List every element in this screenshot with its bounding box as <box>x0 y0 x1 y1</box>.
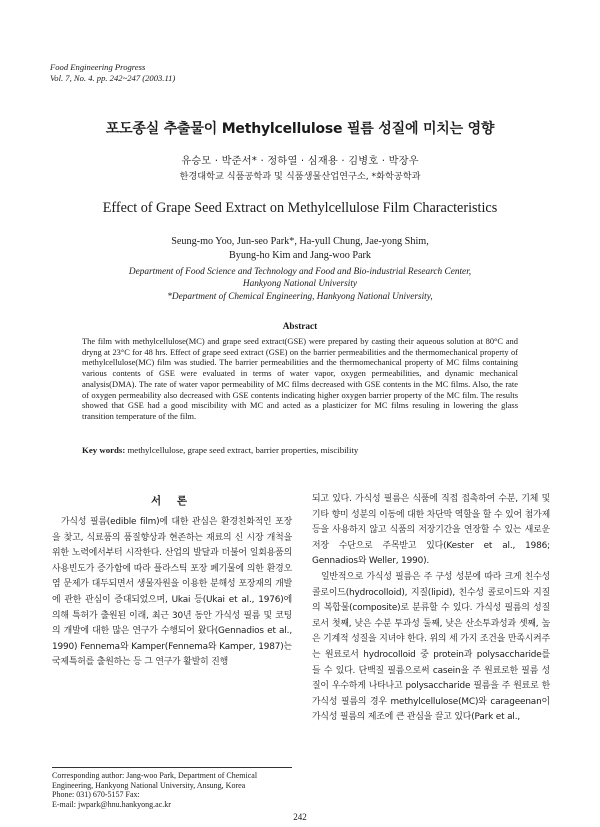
english-title: Effect of Grape Seed Extract on Methylcellulose Film Characteristics <box>102 200 498 216</box>
abstract-text: The film with methylcellulose(MC) and grape seed extract(GSE) were prepared by casting their aqueous solution at 80°C and dryng at 23°C for 48 hrs. Effect of grape seed extract (GSE) on the barrier permeabilities and the thermomechanical property of methylcellulose(MC) film was studied. The barrier permeabilities and the thermomechanical property of MC films containing various contents of GSE were evaluated in terms of water vapor, oxygen permeabilities, and dynamic mechanical analysis(DMA). The rate of water vapor permeability of MC films decreased with GSE contents in the MC films. Also, the rate of oxygen permeability also decreased with GSE contents indicating higher oxygen barrier property of the MC film. The results showed that GSE had a good miscibility with MC and acted as a plasticizer for MC films resuling in lowering the glass transition temperature of the film. <box>82 336 518 421</box>
footnote-rule <box>52 767 292 768</box>
intro-paragraph-1: 가식성 필름(edible film)에 대한 관심은 환경친화적인 포장을 찾고, 식료품의 품질향상과 현존하는 재료의 신 시장 개척을 위한 노력에서부터 시작한다. 산업의 발달과 더불어 일회용품의 사용빈도가 증가함에 따라 플라스틱 포장 폐기물에 의한 환경오염 문제가 대두되면서 생물자원을 이용한 분해성 포장재의 개발에 관한 관심이 증대되었으며, Ukai 등(Ukai et al., 1976)에 의해 특허가 출원된 이래, 최근 30년 동안 가식성 필름 및 코팅의 개발에 대한 많은 연구가 수행되어 왔다(Gennadios et al., 1990) Fennema와 Kamper(Fennema와 Kamper, 1987)는 국제특허를 출원하는 등 그 연구가 활발히 진행 <box>52 517 292 668</box>
keywords-text: methylcellulose, grape seed extract, barrier properties, miscibility <box>125 445 359 455</box>
journal-name: Food Engineering Progress <box>50 62 146 72</box>
english-authors <box>0 235 600 262</box>
korean-title: 포도종실 추출물이 Methylcellulose 필름 성질에 미치는 영향 <box>105 121 495 137</box>
english-authors-line-1: Seung-mo Yoo, Jun-seo Park*, Ha-yull Chung, Jae-yong Shim, <box>171 236 429 247</box>
affiliation-line-2: Hankyong National University <box>242 279 358 290</box>
journal-volume: Vol. 7, No. 4. pp. 242~247 (2003.11) <box>50 73 176 83</box>
english-authors-line-2: Byung-ho Kim and Jang-woo Park <box>228 249 372 261</box>
english-affiliation <box>0 266 600 303</box>
intro-paragraph-1-continued: 되고 있다. 가식성 필름은 식품에 직접 접촉하여 수분, 기체 및 기타 향미 성분의 이동에 대한 차단막 역할을 할 수 있어 첨가제 등을 사용하지 않고 식품의 저장기간을 연장할 수 있는 새로운 저장 수단으로 주목받고 있다(Kester et al., 1986; Gennadios와 Weller, 1990). <box>312 494 550 567</box>
korean-authors: 유승모 · 박준서* · 정하열 · 심재용 · 김병호 · 박장우 <box>181 156 419 167</box>
abstract-heading: Abstract <box>282 322 318 332</box>
keywords-label: Key words: <box>82 445 126 455</box>
keywords <box>82 445 518 455</box>
intro-paragraph-2: 일반적으로 가식성 필름은 주 구성 성분에 따라 크게 친수성 콜로이드(hydrocolloid), 지질(lipid), 친수성 콜로이드와 지질의 복합물(composite)로 분류할 수 있다. 가식성 필름의 성질로서 첫째, 낮은 수분 투과성 둘째, 낮은 산소투과성과 셋째, 높은 기계적 성질을 지녀야 한다. 위의 세 가지 조건을 만족시켜주는 원료로서 hydrocolloid 중 protein과 polysaccharide를 들 수 있다. 단백질 필름으로써 casein을 주 원료로한 필름 성질이 우수하게 나타나고 polysaccharide 필름을 주 원료로 한 가식성 필름의 경우 methylcellulose(MC)와 carageenan이 가식성 필름의 제조에 큰 관심을 끌고 있다(Park et al., <box>312 571 550 723</box>
korean-affiliation: 한경대학교 식품공학과 및 식품생물산업연구소, *화학공학과 <box>179 171 421 182</box>
corresponding-author-footnote <box>52 771 292 810</box>
footnote-email: E-mail: jwpark@hnu.hankyong.ac.kr <box>52 800 171 810</box>
section-heading-introduction: 서 론 <box>151 495 193 507</box>
footnote-phone: Phone: 031) 670-5157 Fax: <box>52 790 140 800</box>
body-column-left <box>52 515 292 671</box>
journal-header <box>50 62 175 84</box>
body-column-right <box>312 492 550 726</box>
affiliation-line-3: *Department of Chemical Engineering, Hankyong National University, <box>167 291 433 302</box>
affiliation-line-1: Department of Food Science and Technology and Food and Bio-industrial Research Center, <box>128 267 472 277</box>
footnote-author: Corresponding author: Jang-woo Park, Department of Chemical Engineering, Hankyong National University, Ansung, Korea <box>52 771 258 790</box>
page-number: 242 <box>293 812 307 822</box>
